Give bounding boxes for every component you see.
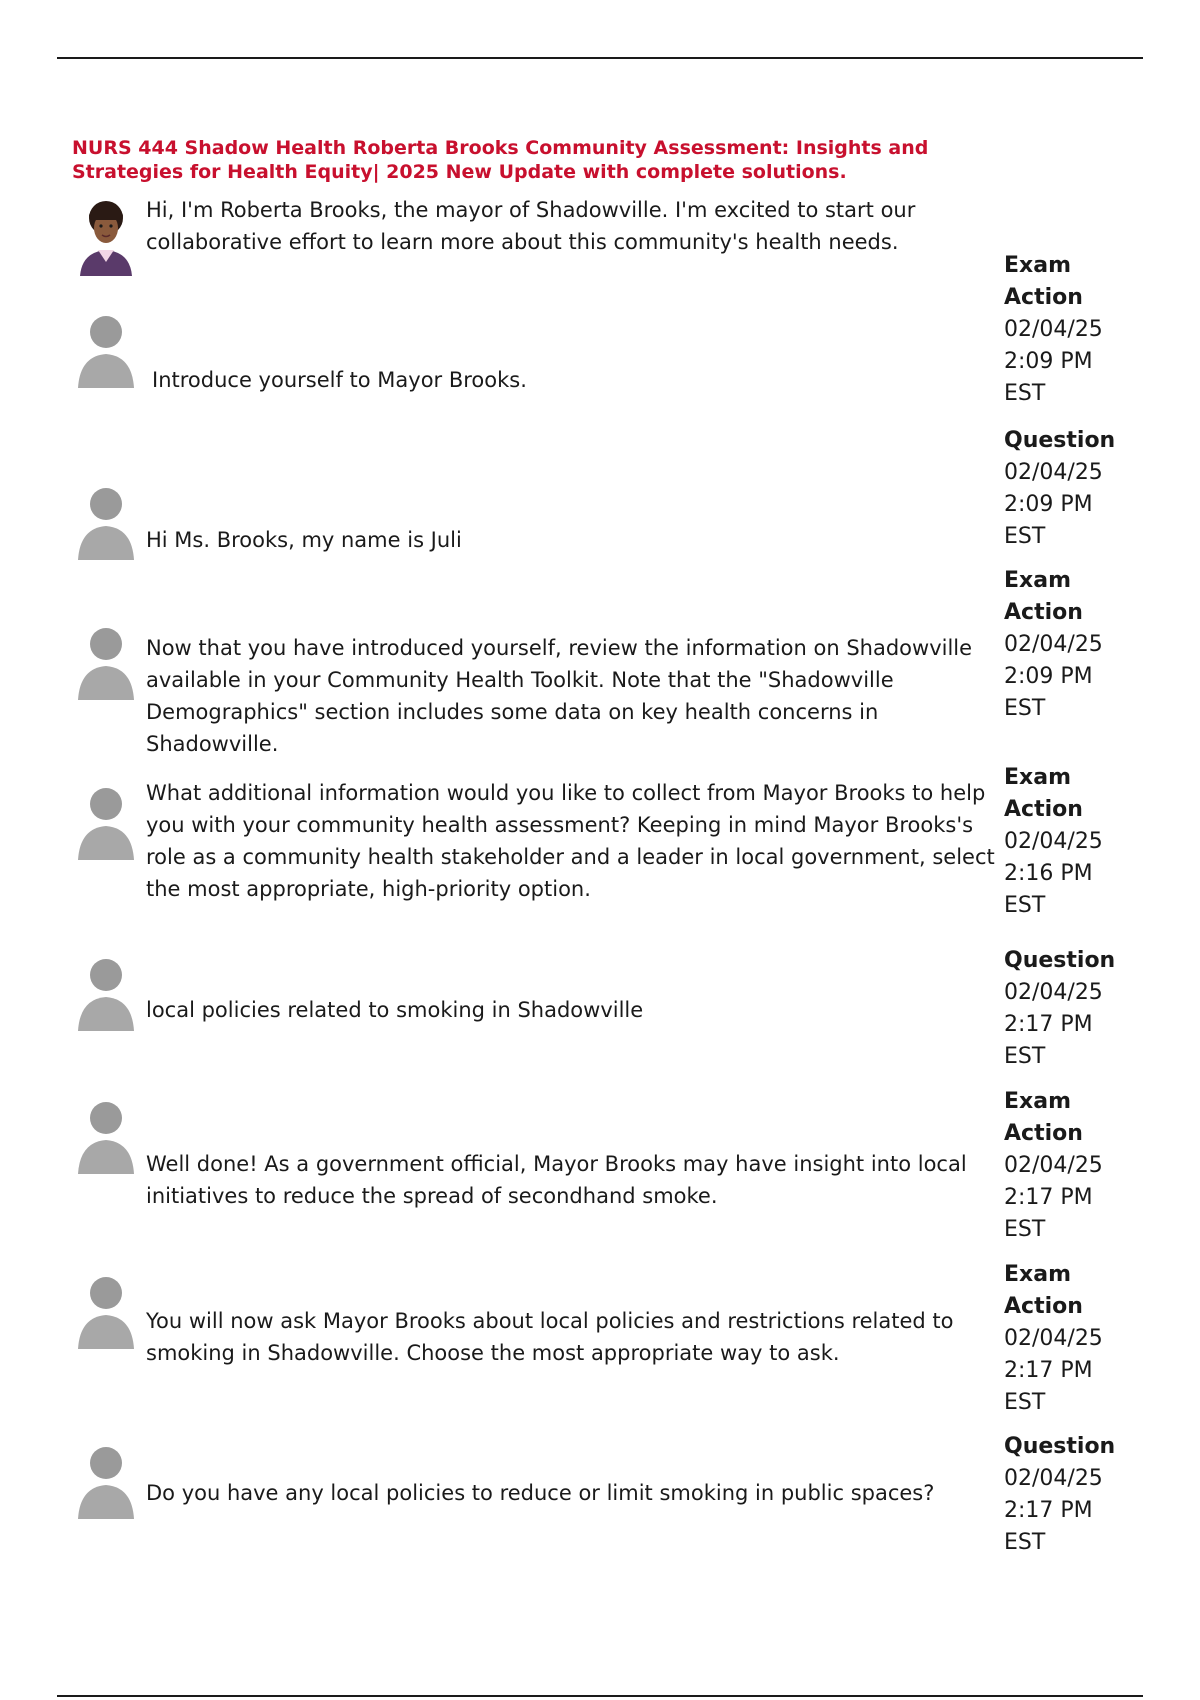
user-avatar-icon bbox=[74, 1271, 138, 1351]
user-avatar-icon bbox=[74, 482, 138, 562]
entry-type: Question bbox=[1004, 948, 1116, 973]
entry-datetime: 02/04/25 2:17 PM EST bbox=[1004, 980, 1103, 1069]
entry-meta bbox=[1004, 425, 1164, 553]
user-avatar-icon bbox=[74, 1096, 138, 1176]
entry-meta bbox=[1004, 1431, 1164, 1559]
user-avatar-icon bbox=[74, 622, 138, 702]
entry-meta bbox=[1004, 1259, 1164, 1419]
entry-type: Exam Action bbox=[1004, 568, 1083, 625]
message-text: Now that you have introduced yourself, review the information on Shadowville available in your Community Health Toolkit. Note that the "Shadowville Demographics" section includes some data on key health concerns in Shadowville. bbox=[146, 636, 979, 756]
entry-meta bbox=[1004, 565, 1164, 725]
entry-datetime: 02/04/25 2:17 PM EST bbox=[1004, 1153, 1103, 1242]
entry-type: Exam Action bbox=[1004, 253, 1083, 310]
entry-meta bbox=[1004, 250, 1164, 410]
entry-datetime: 02/04/25 2:17 PM EST bbox=[1004, 1466, 1103, 1555]
message-text: What additional information would you like to collect from Mayor Brooks to help you with your community health assessment? Keeping in mind Mayor Brooks's role as a community health stakeholder and a leader in local government, select the most appropriate, high-priority option. bbox=[146, 781, 1002, 901]
message-text: Hi, I'm Roberta Brooks, the mayor of Shadowville. I'm excited to start our collaborative effort to learn more about this community's health needs. bbox=[146, 198, 923, 254]
entry-type: Exam Action bbox=[1004, 765, 1083, 822]
user-avatar-icon bbox=[74, 782, 138, 862]
entry-datetime: 02/04/25 2:09 PM EST bbox=[1004, 317, 1103, 406]
document-title: NURS 444 Shadow Health Roberta Brooks Community Assessment: Insights and Strategies for Health Equity| 2025 New Update with complete solutions. bbox=[72, 137, 929, 183]
entry-datetime: 02/04/25 2:16 PM EST bbox=[1004, 829, 1103, 918]
top-rule bbox=[57, 57, 1143, 59]
message-text: local policies related to smoking in Shadowville bbox=[146, 998, 644, 1022]
entry-datetime: 02/04/25 2:17 PM EST bbox=[1004, 1326, 1103, 1415]
entry-datetime: 02/04/25 2:09 PM EST bbox=[1004, 460, 1103, 549]
user-avatar-icon bbox=[74, 1441, 138, 1521]
message-text: You will now ask Mayor Brooks about local policies and restrictions related to smoking in Shadowville. Choose the most appropriate way to ask. bbox=[146, 1309, 961, 1365]
entry-datetime: 02/04/25 2:09 PM EST bbox=[1004, 632, 1103, 721]
message-text: Well done! As a government official, Mayor Brooks may have insight into local initiatives to reduce the spread of secondhand smoke. bbox=[146, 1152, 974, 1208]
entry-type: Question bbox=[1004, 1434, 1116, 1459]
message-text: Do you have any local policies to reduce or limit smoking in public spaces? bbox=[146, 1481, 935, 1505]
message-text: Hi Ms. Brooks, my name is Juli bbox=[146, 528, 462, 552]
entry-type: Exam Action bbox=[1004, 1089, 1083, 1146]
entry-meta bbox=[1004, 945, 1164, 1073]
entry-meta bbox=[1004, 1086, 1164, 1246]
entry-type: Exam Action bbox=[1004, 1262, 1083, 1319]
mayor-avatar-icon bbox=[74, 198, 138, 278]
user-avatar-icon bbox=[74, 310, 138, 390]
message-text: Introduce yourself to Mayor Brooks. bbox=[152, 368, 527, 392]
entry-meta bbox=[1004, 762, 1164, 922]
bottom-rule bbox=[57, 1695, 1143, 1697]
user-avatar-icon bbox=[74, 953, 138, 1033]
entry-type: Question bbox=[1004, 428, 1116, 453]
